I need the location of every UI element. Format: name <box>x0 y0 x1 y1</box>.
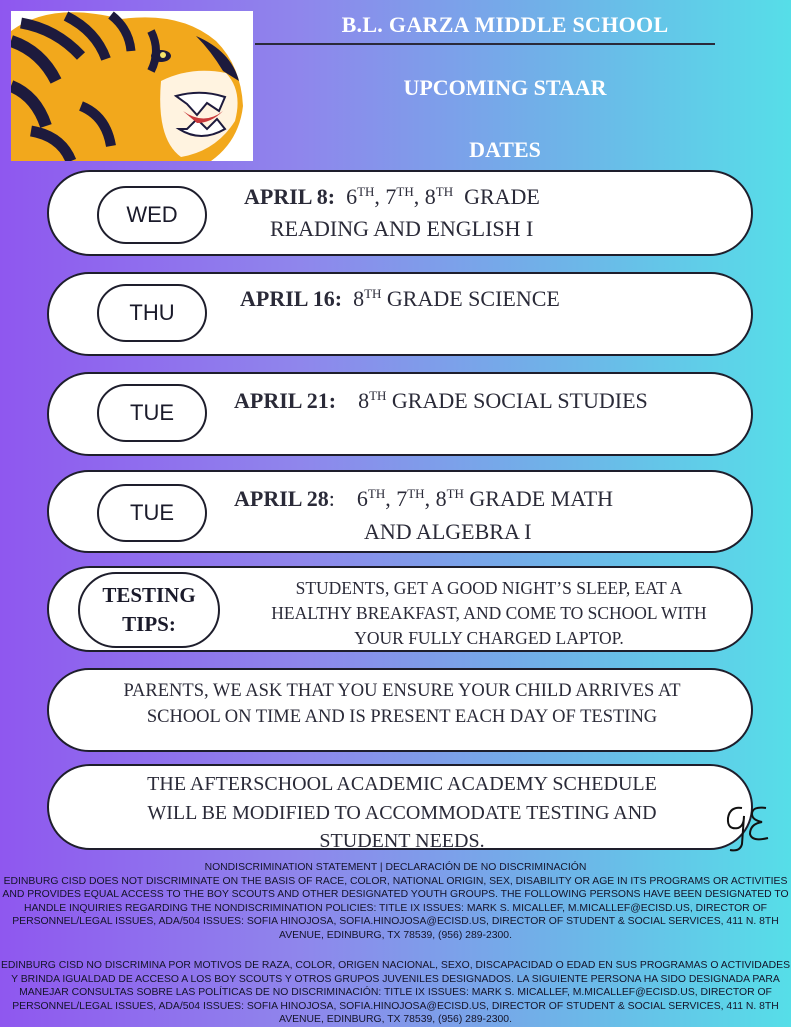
grade: 8 <box>435 486 447 511</box>
legal-line: Y BRINDA IGUALDAD DE ACCESO A LOS BOY SCOUTS Y OTROS GRUPOS JUVENILES DESIGNADOS. LA SIGUIENTE PERSONA HA SIDO DESIGNADA PARA <box>11 973 780 985</box>
test-date-card-april-8 <box>47 170 753 256</box>
testing-tips-text <box>229 576 749 651</box>
upcoming-staar-heading: UPCOMING STAAR <box>403 75 607 100</box>
grade-suffix: TH <box>446 486 464 501</box>
title-divider <box>255 43 715 45</box>
testing-tips-label <box>78 572 220 648</box>
grade: 7 <box>396 486 408 511</box>
test-date-card-april-16 <box>47 272 753 356</box>
grade: 6 <box>346 184 358 209</box>
tips-text-line: HEALTHY BREAKFAST, AND COME TO SCHOOL WITH <box>271 603 707 623</box>
afterschool-notice-card <box>47 764 753 850</box>
test-subject: GRADE SOCIAL STUDIES <box>391 388 648 413</box>
test-date-line: APRIL 8: 6TH, 7TH, 8TH GRADE <box>244 184 540 209</box>
grade: 7 <box>385 184 397 209</box>
nondiscrimination-heading: NONDISCRIMINATION STATEMENT | DECLARACIÓN DE NO DISCRIMINACIÓN <box>204 862 587 873</box>
test-subject: GRADE <box>464 184 540 209</box>
day-badge: TUE <box>97 384 207 442</box>
test-date: APRIL 8: <box>244 184 336 209</box>
dates-heading: DATES <box>469 137 541 162</box>
school-name: B.L. GARZA MIDDLE SCHOOL <box>341 12 669 37</box>
tips-text-line: STUDENTS, GET A GOOD NIGHT’S SLEEP, EAT A <box>295 578 683 598</box>
test-date: APRIL 28 <box>234 486 329 511</box>
grade-suffix: TH <box>364 286 382 301</box>
test-subject: GRADE SCIENCE <box>386 286 560 311</box>
parents-notice-text <box>69 678 735 730</box>
legal-line: MANEJAR CONSULTAS SOBRE LAS POLÍTICAS DE NO DISCRIMINACIÓN: TITLE IX ISSUES: MARK S. MICALLEF, M.MICALLEF@ECISD.US, DIRECTOR OF <box>19 987 772 999</box>
afterschool-line: THE AFTERSCHOOL ACADEMIC ACADEMY SCHEDULE <box>147 773 657 795</box>
parents-line: PARENTS, WE ASK THAT YOU ENSURE YOUR CHILD ARRIVES AT <box>123 681 681 701</box>
afterschool-line: WILL BE MODIFIED TO ACCOMMODATE TESTING AND <box>147 801 657 824</box>
tips-text-line: YOUR FULLY CHARGED LAPTOP. <box>354 628 624 648</box>
grade-suffix: TH <box>407 486 425 501</box>
grade-suffix: TH <box>396 184 414 199</box>
nondiscrimination-statement-es <box>0 959 791 1027</box>
tips-label-line2: TIPS: <box>122 612 176 636</box>
nondiscrimination-statement-en <box>0 861 791 943</box>
test-date-line <box>240 286 560 312</box>
legal-line: EDINBURG CISD DOES NOT DISCRIMINATE ON THE BASIS OF RACE, COLOR, NATIONAL ORIGIN, SEX, DISABILITY OR AGE IN ITS PROGRAMS OR ACTIVITIES <box>3 875 788 887</box>
tiger-mascot-logo <box>11 11 253 161</box>
grade: 8 <box>424 184 436 209</box>
legal-line: AVENUE, EDINBURG, TX 78539, (956) 289-2300. <box>279 1014 512 1026</box>
test-date: APRIL 21: <box>234 388 337 413</box>
grade-suffix: TH <box>369 388 387 403</box>
test-subject-line2: AND ALGEBRA I <box>364 519 532 544</box>
test-date-line: APRIL 28: 6TH, 7TH, 8TH GRADE MATH <box>234 486 614 511</box>
test-date-card-april-28 <box>47 470 753 553</box>
parents-notice-card <box>47 668 753 752</box>
day-badge: TUE <box>97 484 207 542</box>
test-date-card-april-21 <box>47 372 753 456</box>
legal-line: PERSONNEL/LEGAL ISSUES, ADA/504 ISSUES: SOFIA HINOJOSA, SOFIA.HINOJOSA@ECISD.US, DIRECTOR OF STUDENT & SOCIAL SERVICES, 411 N. 8TH <box>12 916 779 928</box>
afterschool-notice-text <box>89 770 715 856</box>
grade: 8 <box>358 388 370 413</box>
handwritten-signature-icon <box>722 800 774 856</box>
test-date: APRIL 16: <box>240 286 343 311</box>
grade-suffix: TH <box>367 486 386 501</box>
day-badge: WED <box>97 186 207 244</box>
parents-line: SCHOOL ON TIME AND IS PRESENT EACH DAY OF TESTING <box>146 707 658 727</box>
grade: 8 <box>353 286 365 311</box>
grade-suffix: TH <box>435 184 454 199</box>
tips-label-line1: TESTING <box>102 583 196 607</box>
grade: 6 <box>356 486 368 511</box>
afterschool-line: STUDENT NEEDS. <box>319 830 485 852</box>
legal-line: HANDLE INQUIRIES REGARDING THE NONDISCRIMINATION POLICIES: TITLE IX ISSUES: MARK S. MICALLEF, M.MICALLEF@ECISD.US, DIRECTOR OF <box>23 902 768 914</box>
test-subject-line2: READING AND ENGLISH I <box>270 216 534 241</box>
testing-tips-card <box>47 566 753 652</box>
day-badge: THU <box>97 284 207 342</box>
tiger-mascot-icon <box>11 11 253 161</box>
test-subject: GRADE MATH <box>469 486 614 511</box>
date-colon: : <box>328 486 335 511</box>
legal-line: PERSONNEL/LEGAL ISSUES, ADA/504 ISSUES: SOFIA HINOJOSA, SOFIA.HINOJOSA@ECISD.US, DIRECTOR OF STUDENT & SOCIAL SERVICES, 411 N. 8TH <box>12 1000 779 1012</box>
legal-line: AVENUE, EDINBURG, TX 78539, (956) 289-2300. <box>279 929 512 941</box>
legal-line: EDINBURG CISD NO DISCRIMINA POR MOTIVOS DE RAZA, COLOR, ORIGEN NACIONAL, SEXO, DISCAPACIDAD O EDAD EN SUS PROGRAMAS O ACTIVIDADES <box>0 960 791 971</box>
grade-suffix: TH <box>357 184 375 199</box>
signature <box>722 800 774 856</box>
test-date-line <box>234 388 648 414</box>
legal-line: AND PROVIDES EQUAL ACCESS TO THE BOY SCOUTS AND OTHER DESIGNATED YOUTH GROUPS. THE FOLLOWING PERSONS HAVE BEEN DESIGNATED TO <box>2 889 789 901</box>
